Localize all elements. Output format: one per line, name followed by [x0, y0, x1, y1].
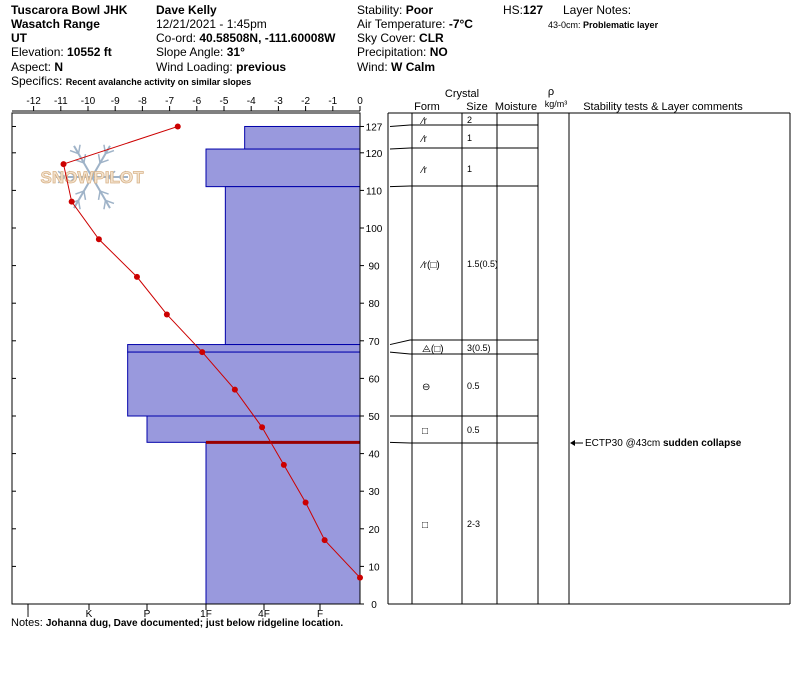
crystal-size: 2 [467, 115, 473, 125]
crystal-form: ⨺(□) [422, 344, 444, 355]
coord-label: Co-ord: [156, 31, 197, 45]
height-tick-label: 70 [368, 336, 380, 348]
layer-notes-label: Layer Notes: [563, 3, 632, 17]
slope-label: Slope Angle: [156, 45, 224, 59]
hardness-bar [206, 149, 360, 187]
temp-tick-label: -1 [328, 96, 338, 107]
date-time: 12/21/2021 - 1:45pm [156, 17, 267, 31]
hardness-tick-label: I [26, 609, 30, 620]
precip-value: NO [429, 45, 448, 59]
temp-tick-label: -6 [192, 96, 202, 107]
temperature-point [61, 161, 67, 167]
crystal-size: 0.5 [467, 425, 480, 435]
temperature-point [357, 575, 363, 581]
temperature-point [69, 199, 75, 205]
elevation-label: Elevation: [11, 45, 64, 59]
hardness-bar [245, 126, 360, 149]
temperature-point [164, 311, 170, 317]
size-header: Size [466, 101, 488, 113]
location-name: Tuscarora Bowl JHK [11, 3, 128, 17]
hardness-tick-label: 1F [200, 609, 212, 620]
height-tick-label: 0 [371, 600, 377, 611]
notes-value: Johanna dug, Dave documented; just below ridgeline location. [45, 618, 344, 629]
temp-tick-label: -9 [110, 96, 120, 107]
temp-tick-label: -12 [26, 96, 41, 107]
snowflake-branch [84, 191, 86, 200]
height-tick-label: 127 [365, 122, 383, 134]
temp-tick-label: -3 [273, 96, 283, 107]
crystal-header: Crystal [444, 88, 480, 100]
aspect-label: Aspect: [11, 60, 52, 74]
crystal-form: ⁄r [422, 116, 427, 127]
hardness-profile [128, 126, 360, 604]
hardness-bar [147, 416, 360, 442]
height-tick-label: 40 [368, 449, 380, 461]
wind-loading-value: previous [236, 60, 287, 74]
crystal-form: ⁄r(□) [422, 260, 440, 271]
stability-test-result: sudden collapse [662, 438, 742, 449]
stability-header: Stability tests & Layer comments [583, 101, 743, 113]
crystal-form: ⊖ [422, 382, 431, 393]
height-tick-label: 10 [368, 562, 380, 574]
temperature-point [232, 387, 238, 393]
height-tick-label: 30 [368, 487, 380, 499]
wind-loading-label: Wind Loading: [156, 60, 233, 74]
notes-label: Notes: [11, 617, 43, 629]
height-tick-label: 60 [368, 374, 380, 386]
height-tick-label: 20 [368, 524, 380, 536]
temp-tick-label: -2 [301, 96, 311, 107]
hardness-tick-label: K [85, 609, 93, 620]
form-header: Form [414, 101, 440, 113]
wind-label: Wind: [357, 60, 388, 74]
layer-table [388, 86, 790, 604]
hardness-bar [225, 187, 360, 345]
crystal-form: □ [422, 426, 429, 437]
temp-tick-label: -7 [165, 96, 175, 107]
hardness-tick-label: 4F [258, 609, 270, 620]
air-temp-label: Air Temperature: [357, 17, 446, 31]
stability-test-label [585, 438, 742, 449]
stability-test-name: ECTP30 @43cm [585, 438, 663, 449]
hardness-tick-label: P [143, 609, 151, 620]
height-tick-label: 50 [368, 412, 380, 423]
moisture-header: Moisture [494, 101, 538, 113]
watermark-text: SNOWPILOT [40, 168, 144, 187]
specifics-label: Specifics: [11, 74, 63, 88]
precip-label: Precipitation: [357, 45, 427, 59]
snowflake-branch [79, 145, 81, 154]
snowflake-branch [79, 200, 81, 209]
temperature-point [259, 424, 265, 430]
height-tick-label: 120 [365, 148, 383, 160]
height-tick-label: 100 [365, 224, 383, 235]
observer-name: Dave Kelly [156, 3, 217, 17]
height-tick-label: 110 [366, 186, 382, 198]
hs-value: 127 [523, 3, 544, 17]
crystal-form: ⁄r [422, 165, 427, 176]
crystal-size: 1 [467, 164, 473, 174]
crystal-size: 2-3 [467, 519, 481, 529]
layer-note-depth: 43-0cm: [548, 20, 581, 30]
temp-tick-label: -10 [80, 96, 96, 107]
temp-tick-label: -11 [53, 96, 68, 107]
hardness-tick-label: F [316, 609, 324, 620]
height-tick-label: 90 [368, 261, 380, 273]
temperature-point [199, 349, 205, 355]
notes [11, 617, 343, 629]
crystal-form: ⁄r [422, 134, 427, 145]
slope-value: 31° [226, 45, 245, 59]
temperature-point [96, 236, 102, 242]
temperature-point [134, 274, 140, 280]
density-unit-header: kg/m³ [544, 99, 568, 109]
temp-tick-label: 0 [357, 96, 363, 107]
hardness-bar [128, 345, 360, 353]
sky-label: Sky Cover: [357, 31, 416, 45]
crystal-size: 1.5(0.5) [467, 259, 499, 269]
crystal-size: 1 [467, 133, 473, 143]
specifics-value: Recent avalanche activity on similar slopes [65, 77, 252, 87]
snowflake-branch [104, 145, 106, 154]
rho-header: ρ [547, 86, 555, 98]
crystal-size: 3(0.5) [467, 343, 491, 353]
temperature-point [281, 462, 287, 468]
temperature-point [303, 499, 309, 505]
snowflake-branch [104, 200, 106, 209]
layer-note-text: Problematic layer [583, 20, 659, 30]
elevation-value: 10552 ft [67, 45, 112, 59]
wind-value: W Calm [391, 60, 436, 74]
hs-label: HS: [503, 3, 524, 17]
temperature-point [322, 537, 328, 543]
snowflake-branch [99, 191, 101, 200]
stability-value: Poor [405, 3, 434, 17]
hardness-bar [128, 352, 360, 416]
snowflake-branch [84, 154, 86, 163]
temp-tick-label: -4 [246, 96, 256, 107]
temp-tick-label: -8 [137, 96, 147, 107]
temperature-point [175, 123, 181, 129]
coord-value: 40.58508N, -111.60008W [199, 31, 336, 45]
stability-test-arrowhead [570, 440, 575, 446]
crystal-form: □ [422, 520, 429, 531]
range-name: Wasatch Range [11, 17, 100, 31]
aspect-value: N [54, 60, 64, 74]
crystal-size: 0.5 [467, 381, 480, 391]
sky-value: CLR [419, 31, 444, 45]
air-temp-value: -7°C [448, 17, 473, 31]
state-name: UT [11, 31, 27, 45]
stability-label: Stability: [357, 3, 403, 17]
snowflake-branch [99, 154, 101, 163]
height-tick-label: 80 [368, 299, 380, 311]
temp-tick-label: -5 [219, 96, 229, 107]
